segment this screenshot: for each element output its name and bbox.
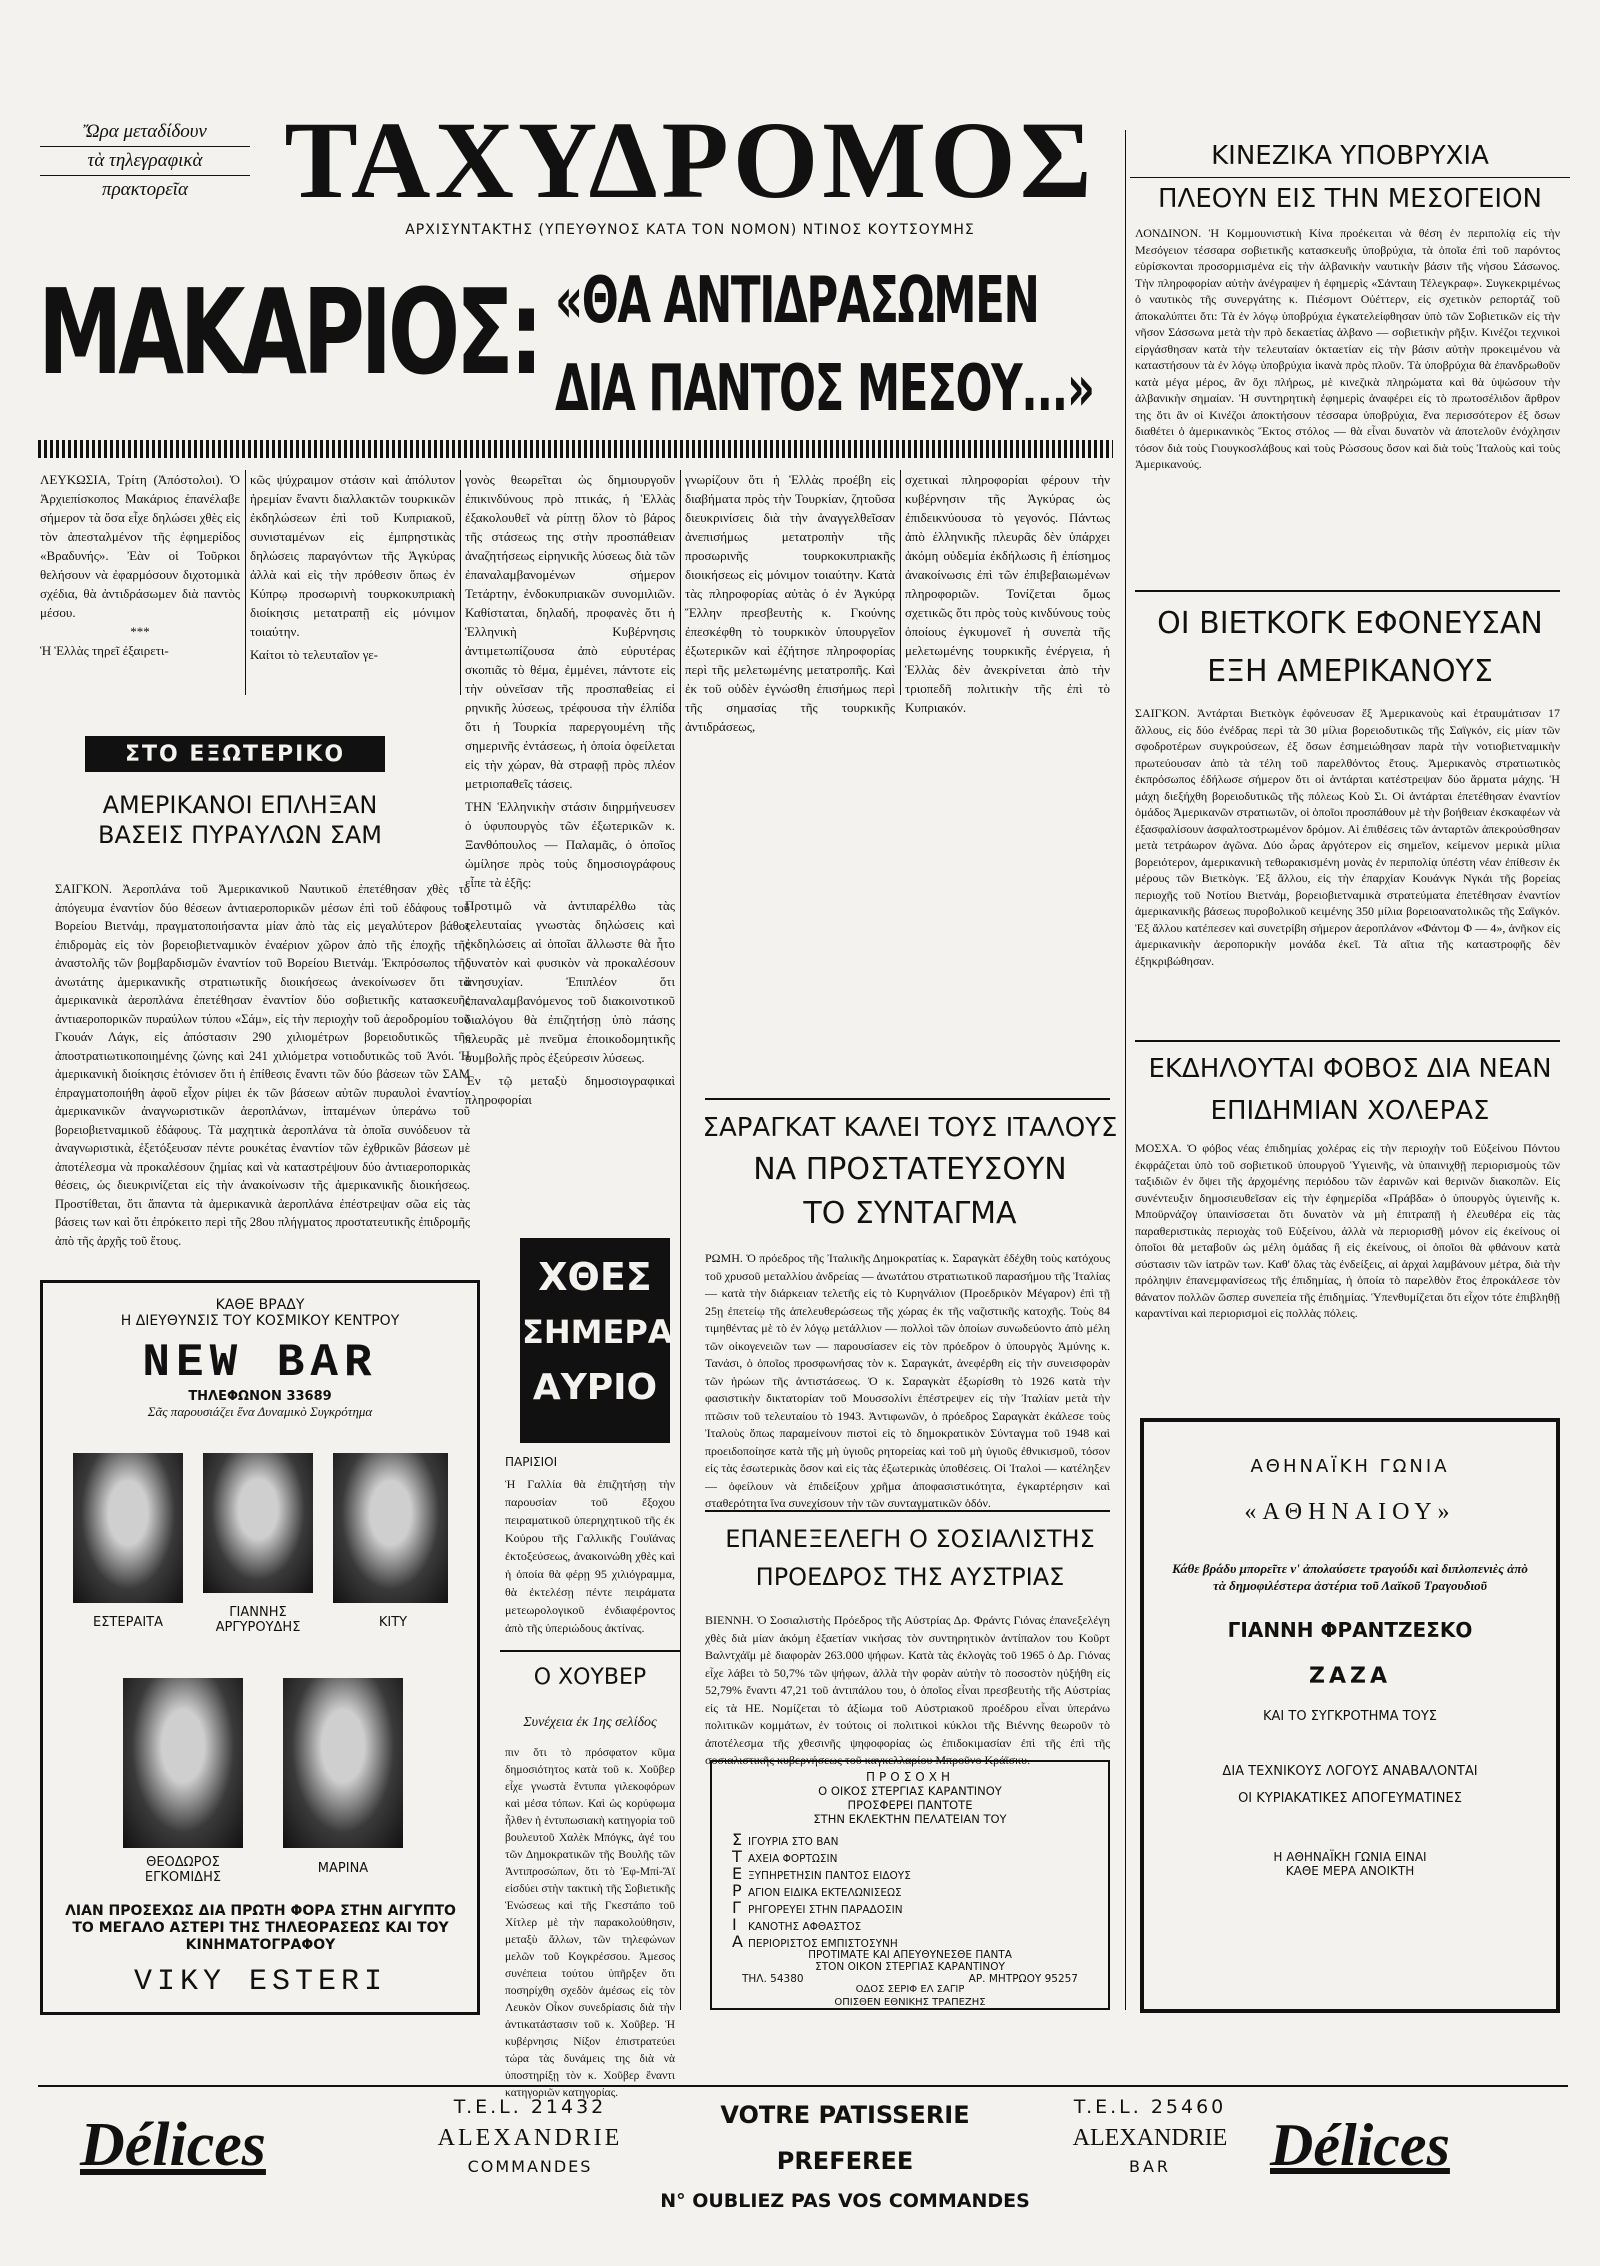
xouver-cont: Συνέχεια ἐκ 1ης σελίδος <box>523 1715 657 1730</box>
delices-center: VOTRE PATISSERIE PREFEREE N° OUBLIEZ PAS VOS COMMANDES <box>660 2101 1030 2212</box>
delices-logo-right: Délices <box>1270 2112 1450 2178</box>
xolera-headline: ΕΚΔΗΛΟΥΤΑΙ ΦΟΒΟΣ ΔΙΑ ΝΕΑΝ ΕΠΙΔΗΜΙΑΝ ΧΟΛΕΡΑΣ <box>1148 1054 1552 1126</box>
delices-logo-left: Délices <box>80 2111 266 2179</box>
newbar-star: VIKY ESTERI <box>133 1965 388 1999</box>
divider <box>705 1510 1110 1512</box>
acrostic-item: ΑΠΕΡΙΟΡΙΣΤΟΣ ΕΜΠΙΣΤΟΣΥΝΗ <box>732 1932 898 1951</box>
divider <box>1135 1040 1560 1042</box>
divider <box>1135 590 1560 592</box>
xthes-dateline: ΠΑΡΙΣΙΟΙ <box>505 1455 558 1469</box>
athinaiou-ad: ΑΘΗΝΑΪΚΗ ΓΩΝΙΑ «ΑΘΗΝΑΙΟΥ» Κάθε βράδυ μπορεῖτε ν' ἀπολαύσετε τραγούδι καὶ διπλοπενιὲς ἀπὸ τὰ δημοφιλέστερα ἀστέρια τοῦ Λαϊκοῦ Τραγουδιοῦ ΓΙΑΝΝΗ ΦΡΑΝΤΖΕΣΚΟ ΖΑΖΑ ΚΑΙ ΤΟ ΣΥΓΚΡΟΤΗΜΑ ΤΟΥΣ ΔΙΑ ΤΕΧΝΙΚΟΥΣ ΛΟΓΟΥΣ ΑΝΑΒΑΛΟΝΤΑΙ ΟΙ ΚΥΡΙΑΚΑΤΙΚΕΣ ΑΠΟΓΕΥΜΑΤΙΝΕΣ Η ΑΘΗΝΑΪΚΗ ΓΩΝΙΑ ΕΙΝΑΙ ΚΑΘΕ ΜΕΡΑ ΑΝΟΙΚΤΗ <box>1140 1418 1560 2013</box>
lead-column-5: σχετικαὶ πληροφορίαι φέρουν τὴν κυβέρνησιν τῆς Ἀγκύρας ὡς ἐπιδεικνύουσα τὸ γεγονός. Πάντως ἀπὸ ἑλληνικῆς πλευρᾶς δὲν ὑπάρχει ἀκόμη οὐδεμία ἐκδήλωσις ἢ ἐπίσημος ἀνακοίνωσις ἐπὶ τῶν ἐπιβεβαιωμένων πληροφοριῶν. Τονίζεται ὅμως σχετικῶς ὅτι πρὸς τοὺς κινδύνους τοὺς ὁποίους ἐγκυμονεῖ ἡ συνεπὰ τῆς μελετωμένης τουρκικῆς ἐνέργεια, ἡ Ἑλλὰς δὲν ἀνεκρίνεται ἀπὸ τὴν τριοπεδῆ πολιτικὴν τῆς ἐπὶ τὸ Κυπριακόν. <box>905 472 1110 715</box>
acrostic-item: ΣΙΓΟΥΡΙΑ ΣΤΟ ΒΑΝ <box>732 1830 839 1849</box>
newspaper-title: ΤΑΧΥΔΡΟΜΟΣ <box>284 99 1096 221</box>
column-divider <box>1125 130 1126 2010</box>
austria-body: ΒΙΕΝΝΗ. Ὁ Σοσιαλιστὴς Πρόεδρος τῆς Αὐστρίας Δρ. Φράντς Γιόνας ἐπανεξελέγη χθὲς διὰ μίαν ἀκόμη ἑξαετίαν νικήσας τὸν συντηρητικὸν ἀντίπαλον του Κοῦρτ Βαλντχάϊμ μὲ διαφορὰν 263.000 ψήφων. Κατὰ τὰς ἐκλογὰς τοῦ 1965 ὁ Δρ. Γιόνας εἶχε λάβει τὸ 50,7% τῶν ψήφων, ἀλλὰ τὴν φορὰν αὐτὴν τὸ ποσοστὸν ηὐξήθη εἰς 52,79% ἔναντι 47,21 τοῦ ἀντιπάλου του, ὁ ὁποῖος εἶναι πρεσβευτὴς τῆς Αὐστρίας εἰς τὰ ΗΕ. Νομίζεται τὸ ἀξίωμα τοῦ Αὐστριακοῦ προέδρου εἶναι ὑπεράνω πολιτικῶν κομμάτων, ἐν τούτοις οἱ πολιτικοὶ κύκλοι τῆς Βιέννης θεωροῦν τὸ ἀποτέλεσμα τῆς χθεσινῆς ψηφοφορίας ὡς ἐπιδοκιμασίαν ἐπὶ τῆς ἐπὶ τῆς σοσιαλιστικῆς κυβερνήσεως τοῦ καγκελλαρίου Μπροῦνο Κράϊσκυ. <box>705 1613 1110 1767</box>
delices-left-info: T.E.L. 21432 ALEXANDRIE COMMANDES <box>437 2096 623 2176</box>
tagline-line: Ὤρα μεταδίδουν <box>83 121 207 142</box>
newbar-ad: ΚΑΘΕ ΒΡΑΔΥ Η ΔΙΕΥΘΥΝΣΙΣ ΤΟΥ ΚΟΣΜΙΚΟΥ ΚΕΝΤΡΟΥ NEW BAR ΤΗΛΕΦΩΝΟΝ 33689 Σᾶς παρουσιάζει ἕνα Δυναμικὸ Συγκρότημα ΕΣΤΕΡΑΙΤΑ ΓΙΑΝΝΗΣ ΑΡΓΥΡΟΥΔΗΣ ΚΙΤΥ ΘΕΟΔΩΡΟΣ ΕΓΚΟΜΙΔΗΣ ΜΑΡΙΝΑ ΛΙΑΝ ΠΡΟΣΕΧΩΣ ΔΙΑ ΠΡΩΤΗ ΦΟΡΑ ΣΤΗΝ ΑΙΓΥΠΤΟ ΤΟ ΜΕΓΑΛΟ ΑΣΤΕΡΙ ΤΗΣ ΤΗΛΕΟΡΑΣΕΩΣ ΚΑΙ ΤΟΥ ΚΙΝΗΜΑΤΟΓΡΑΦΟΥ VIKY ESTERI <box>40 1280 480 2015</box>
artist-photo <box>203 1453 313 1593</box>
tagline-line: τὰ τηλεγραφικὰ <box>40 146 250 176</box>
column-divider <box>680 470 681 2010</box>
karantinos-address: ΟΔΟΣ ΣΕΡΙΦ ΕΛ ΣΑΓΙΡ ΟΠΙΣΘΕΝ ΕΘΝΙΚΗΣ ΤΡΑΠΕΖΗΣ <box>834 1984 986 2008</box>
editor-line: ΑΡΧΙΣΥΝΤΑΚΤΗΣ (ΥΠΕΥΘΥΝΟΣ ΚΑΤΑ ΤΟΝ ΝΟΜΟΝ) ΝΤΙΝΟΣ ΚΟΥΤΣΟΥΜΗΣ <box>405 222 975 238</box>
xthes-box: ΧΘΕΣ ΣΗΜΕΡΑ ΑΥΡΙΟ <box>520 1238 670 1443</box>
lead-column-4: γνωρίζουν ὅτι ἡ Ἑλλὰς προέβη εἰς διαβήματα πρὸς τὴν Τουρκίαν, ζητοῦσα διευκρινίσεις διὰ τὴν ἀναγγελθεῖσαν ἀνεπισήμως μετατροπὴν τῆς προσωρινῆς τουρκοκυπριακῆς διοικήσεως εἰς μόνιμον τοιαύτην. Κατὰ τὰς πληροφορίας αὐτὰς ὁ ἐν Ἀγκύρᾳ Ἕλλην πρεσβευτὴς κ. Γκούνης ἐπεσκέφθη τὸ τουρκικὸν ὑπουργεῖον ἐξωτερικῶν καὶ ἐζήτησε πληροφορίας περὶ τῆς μελετωμένης μετατροπῆς. Καὶ ἐκ τοῦ οὐδὲν ἐγνώσθη ἐπισήμως περὶ τῆς σημασίας τῆς τουρκικῆς ἀντιδράσεως, <box>685 472 895 734</box>
artist-photo <box>123 1678 243 1848</box>
lead-name: ΜΑΚΑΡΙΟΣ: <box>38 263 540 401</box>
karantinos-ad: ΠΡΟΣΟΧΗ Ο ΟΙΚΟΣ ΣΤΕΡΓΙΑΣ ΚΑΡΑΝΤΙΝΟΥ ΠΡΟΣΦΕΡΕΙ ΠΑΝΤΟΤΕ ΣΤΗΝ ΕΚΛΕΚΤΗΝ ΠΕΛΑΤΕΙΑΝ ΤΟΥ ΣΙΓΟΥΡΙΑ ΣΤΟ ΒΑΝ ΤΑΧΕΙΑ ΦΟΡΤΩΣΙΝ ΕΞΥΠΗΡΕΤΗΣΙΝ ΠΑΝΤΟΣ ΕΙΔΟΥΣ ΡΑΓΙΟΝ ΕΙΔΙΚΑ ΕΚΤΕΛΩΝΙΣΕΩΣ ΓΡΗΓΟΡΕΥΕΙ ΣΤΗΝ ΠΑΡΑΔΟΣΙΝ Ι ΚΑΝΟΤΗΣ ΑΦΘΑΣΤΟΣ ΑΠΕΡΙΟΡΙΣΤΟΣ ΕΜΠΙΣΤΟΣΥΝΗ ΠΡΟΤΙΜΑΤΕ ΚΑΙ ΑΠΕΥΘΥΝΕΣΘΕ ΠΑΝΤΑ ΣΤΟΝ ΟΙΚΟΝ ΣΤΕΡΓΙΑΣ ΚΑΡΑΝΤΙΝΟΥ ΤΗΛ. 54380 ΑΡ. ΜΗΤΡΩΟΥ 95257 <box>710 1760 1110 2010</box>
kinezika-body: ΛΟΝΔΙΝΟΝ. Ἡ Κομμουνιστικὴ Κίνα προέκειται νὰ θέση ἐν περιπολίᾳ εἰς τὴν Μεσόγειον τέσσαρα σοβιετικῆς κατασκευῆς ὑποβρύχια, τὰ ὁποῖα ἐπὶ τοῦ παρόντος εὑρίσκονται προσορμισμένα εἰς τὴν ἀλβανικὴν ναυτικὴν βάσιν τῆς νήσου Σάσωνος. Τὴν πληροφορίαν αὐτὴν ἀνέγραψεν ἡ ἐφημερὶς «Σάνταιη Τέλεγκραφ». Συγκεκριμένως ὁ ναυτικὸς τῆς συνεργάτης κ. Πιέσμοντ Οὐέττερν, εἰς σχετικὸν ρεπορτάζ τοῦ ἀποκαλύπτει ὅτι: Τὰ ἐν λόγῳ ὑποβρύχια ἐγκατελείφθησαν ὑπὸ τῶν Σοβιετικῶν εἰς τὴν νῆσον Σάσσωνα μετὰ τὴν πρὸ δεκαετίας ἀλβανο — σοβιετικὴν ρῆξιν. Κινέζοι τεχνικοὶ εἰργάσθησαν κατὰ τὴν τελευταίαν ὀκταετίαν εἰς τὴν βάσιν αὐτὴν προκειμένου νὰ καταστήσουν τὰ ἐν λόγῳ ὑποβρύχια ἱκανὰ πρὸς πλοῦν. Τὰ ὑποβρύχια θὰ ἐπανδρωθοῦν κατὰ μέγα μέρος, ἂν ὄχι πλήρως, μὲ κινεζικὰ πληρώματα καὶ θὰ ὑψώσουν τὴν ἀλβανικὴν σημαίαν. Ἡ συντηρητικὴ ἐφημερὶς ἀναφέρει εἰς τὸ πρωτοσέλιδον ἄρθρον της ὅτι ἂν οἱ Κινέζοι ἀποκτήσουν τέσσαρα ὑποβρύχια, ἕνα περισσότερον ἐξ ὅσων διαθέτει ὁ ἀμερικανικὸς Ἕκτος στόλος — θὰ εἶναι δυνατὸν νὰ ἀποτελοῦν ἐνόχλησιν τόσον διὰ τοὺς Γιουγκοσλάβους καὶ τοὺς Ρώσσους ὅσον καὶ διὰ τοὺς Ἰταλοὺς καὶ τοὺς Ἀμερικανούς. <box>1135 226 1560 471</box>
newbar-name: NEW BAR <box>142 1337 378 1389</box>
xouver-head: Ο ΧΟΥΒΕΡ <box>533 1665 647 1690</box>
divider <box>500 1650 680 1652</box>
acrostic-item: ΓΡΗΓΟΡΕΥΕΙ ΣΤΗΝ ΠΑΡΑΔΟΣΙΝ <box>732 1898 903 1917</box>
esoteriko-headline: ΑΜΕΡΙΚΑΝΟΙ ΕΠΛΗΞΑΝ ΒΑΣΕΙΣ ΠΥΡΑΥΛΩΝ ΣΑΜ <box>98 791 382 849</box>
acrostic-item: ΡΑΓΙΟΝ ΕΙΔΙΚΑ ΕΚΤΕΛΩΝΙΣΕΩΣ <box>732 1881 902 1900</box>
xolera-body: ΜΟΣΧΑ. Ὁ φόβος νέας ἐπιδημίας χολέρας εἰς τὴν περιοχὴν τοῦ Εὐξείνου Πόντου ἐκφράζεται ὑπὸ τοῦ σοβιετικοῦ ὑπουργοῦ Ὑγιεινῆς, νὰ ὑπαινιχθῇ περιορισμοὺς τῶν ταξιδιῶν ἐν ὄψει τῆς ἀρχομένης περιόδου τῶν ἐαρινῶν καὶ θερινῶν διακοπῶν. Εἰς συνέντευξιν δημοσιευθεῖσαν εἰς τὴν ἐφημερίδα «Πράβδα» ὁ ὑπουργὸς ὑγιεινῆς κ. Μποϋρνάζογ ὑπαινίσσεται ὅτι δυνατὸν νὰ μὴ ἐπιτραπῇ ἡ ἐλευθέρα εἰς τὰς παραθεριστικὰς περιοχὰς τοῦ Εὐξείνου, ἀλλὰ νὰ περιορισθῇ μόνον εἰς ἐκείνους οἱ ὁποῖοι θὰ μεταβοῦν ὡς μέλη ὁμάδας ἢ εἰς ἐκείνους, οἱ ὁποῖοι θὰ φθάνουν κατὰ σύστασιν τῶν ἰατρῶν των. Καθ' ὅλας τὰς ἐνδείξεις, αἱ ἀρχαὶ λαμβάνουν μέτρα, διὰ τὴν πρόληψιν ἐπανεμφανίσεως τῆς ἐπιδημίας, ἡ ὁποία τὸ παρελθὸν ἔτος ἐπροκάλεσε τὸν θάνατον πολλῶν ὥσπερ συνεπεία τῆς ἐπιδημίας. Ὑπενθυμίζεται ὅτι εἶχον τότε ἐπιβληθῇ καραντίναι καὶ περιορισμοὶ εἰς πολλὰς πόλεις. <box>1135 1141 1560 1320</box>
tagline-line: πρακτορεῖα <box>102 179 188 200</box>
column-divider <box>245 470 246 695</box>
artist-photo <box>333 1453 448 1603</box>
lead-column-2: κῶς ψύχραιμον στάσιν καὶ ἀπόλυτον ἠρεμίαν ἔναντι διαλλακτῶν τουρκικῶν ἐκδηλώσεων ἐπὶ τοῦ Κυπριακοῦ, συνισταμένων εἰς ἐμπρηστικὰς δηλώσεις παραγόντων τῆς Ἀγκύρας ἀλλὰ καὶ εἰς τὴν πρόθεσιν ὅπως ἐν Κύπρῳ προσωρινὴ τουρκοκυπριακὴ διοίκησις μετατραπῇ εἰς μόνιμον τοιαύτην. Καίτοι τὸ τελευταῖον γε- <box>250 472 455 662</box>
acrostic-item: ΕΞΥΠΗΡΕΤΗΣΙΝ ΠΑΝΤΟΣ ΕΙΔΟΥΣ <box>732 1864 911 1883</box>
saragat-body: ΡΩΜΗ. Ὁ πρόεδρος τῆς Ἰταλικῆς Δημοκρατίας κ. Σαραγκὰτ ἐδέχθη τοὺς κατόχους τοῦ χρυσοῦ μεταλλίου ἀνδρείας — ἀνωτάτου στρατιωτικοῦ παρασήμου τῆς Ἰταλίας — κατὰ τὴν διάρκειαν τελετῆς εἰς τὸ Κυρηνάλιον (Προεδρικὸν Μέγαρον) ἐπὶ τῇ 25ῃ ἐπετείῳ τῆς ἀπελευθερώσεως τῆς χώρας ἐκ τῆς ναζιστικῆς κατοχῆς. Τοὺς 84 τιμηθέντας μὲ τὸ ἐν λόγῳ μετάλλιον — πολλοὶ τῶν ὁποίων συνωδεύοντο ἀπὸ μέλη τῶν οἰκογενειῶν των — παρουσίασεν εἰς τὸν πρόεδρον ὁ ὑπουργὸς Ἀμύνης κ. Τανάσι, ὁ ὁποῖος προσφωνήσας τὸν κ. Σαραγκάτ, ἀνεφέρθη εἰς τὴν συνεισφορὰν τῶν ἡρώων τῆς ἀντιστάσεως. Ὁ κ. Σαραγκὰτ ἐξωρίσθη τὸ 1926 κατὰ τὴν φασιστικὴν δικτατορίαν τοῦ Μουσσολίνι ἐπέστρεψεν εἰς τὴν Ἰταλίαν μετὰ τὴν πτῶσιν τοῦ τελευταίου τὸ 1943. Ἀντιφωνῶν, ὁ πρόεδρος Σαραγκὰτ ἐκάλεσε τοὺς Ἰταλοὺς ὅπως παραμείνουν πιστοὶ εἰς τὸ δημοκρατικὸν Σύνταγμα τοῦ 1948 καὶ προειδοποίησε κατὰ τῆς μὴ ὑγιοῦς ρητορείας καὶ τοῦ μὴ ὑγιοῦς ἐθνικισμοῦ, τόσον εἰς τὰς ἐσωτερικὰς ὅσον καὶ εἰς τὰς ἐξωτερικὰς ὑποθέσεις. Οἱ Ἰταλοὶ — κατέληξεν — ὀφείλουν νὰ ἐπιδείξουν χρῆμα ἀποφασιστικότητα, ἐγκαρτέρησιν καὶ σταθερότητα ἵνα συνεχίσουν τὴν τῶν συνταγματικῶν ὁδόν. <box>705 1251 1110 1510</box>
asterisks: *** <box>130 624 150 639</box>
lead-column-1: ΛΕΥΚΩΣΙΑ, Τρίτη (Ἀπόστολοι). Ὁ Ἀρχιεπίσκοπος Μακάριος ἐπανέλαβε σήμερον τὰ ὅσα εἶχε δηλώσει χθὲς εἰς τὸν ἀπεσταλμένον τῆς ἐφημερίδος «Βραδυνής». Ἐὰν οἱ Τοῦρκοι θελήσουν νὰ ἐφαρμόσουν διχοτομικὰ σχέδια, θὰ ἀντιδράσωμεν διὰ παντὸς μέσου. *** Ἡ Ἑλλὰς τηρεῖ ἐξαιρετι- <box>40 472 240 658</box>
column-divider <box>900 470 901 695</box>
column-divider <box>460 470 461 695</box>
delices-right-info: T.E.L. 25460 ALEXANDRIE BAR <box>1072 2096 1228 2176</box>
saragat-headline: ΣΑΡΑΓΚΑΤ ΚΑΛΕΙ ΤΟΥΣ ΙΤΑΛΟΥΣ ΝΑ ΠΡΟΣΤΑΤΕΥΣΟΥΝ ΤΟ ΣΥΝΤΑΓΜΑ <box>702 1113 1118 1231</box>
artist-photo <box>283 1678 403 1848</box>
vietkong-body: ΣΑΙΓΚΟΝ. Ἀντάρται Βιετκὸγκ ἐφόνευσαν ἕξ Ἀμερικανοὺς καὶ ἐτραυμάτισαν 17 ἄλλους, εἰς δύο ἐνέδρας περὶ τὰ 30 μίλια βορειοδυτικῶς τῆς Σαϊγκόν, εἰς μίαν τῶν σφοδροτέρων συγκρούσεων, ἐξ ὅσων ἐσημειώθησαν παρὰ τὴν νοτιοβιετναμικὴν πρωτεύουσαν ἀπὸ τὰ τέλη τοῦ παρελθόντος ἔτους. Ἀμερικανὸς στρατιωτικὸς ἐκπρόσωπος ἐδήλωσε σήμερον ὅτι οἱ ἀντάρται κατέστρεψαν δύο ἅρματα μάχης. Ἡ μάχη διεξήχθη βορειοδυτικῶς τῆς πόλεως Κοὺ Σι. Οἱ ἀντάρται ἐπετέθησαν ἐναντίον ὁμάδος Ἀμερικανῶν στρατιωτῶν, οἱ ὁποῖοι προσπάθουν μὲ τὴν βοήθειαν ἐκσκαφέων νὰ ἐξασφαλίσουν ἀσφαλτοστρωμένον δρόμον. Αἱ ἐπιθέσεις τῶν ἀνταρτῶν ἀπεκρούσθησαν μετὰ τετράωρον ἀγῶνα. Δύο ὧρας ἀργότερον εἰς σημεῖον, κείμενον μερικὰ μίλια βορειότερον, ἀμερικανικὴ τεθωρακισμένη μονὰς ἐν περιπολίᾳ ὑπέστη νέαν ἐπίθεσιν ἐκ μέρους τῶν Βιετκὸγκ. Ἐξ ἄλλου, εἰς τὴν ἐπαρχίαν Κουάνγκ Νγκάι τῆς βορείας περιοχῆς τοῦ Νοτίου Βιετνάμ, βορειοβιετναμικὰ στρατεύματα ἐπετέθησαν ἐναντίον ἀμερικανικῆς βάσεως πυροβολικοῦ κειμένης 350 μίλια βορειοανατολικῶς τῆς Σαϊγκόν. Ἐξ ἄλλου κατέπεσεν καὶ συνετρίβη σήμερον ἀεροπλάνον «Φάντομ Φ — 4», ἀνῆκον εἰς ἀμερικανικὴν ἀεροπορικὴν μονάδα ἐκεῖ. Τὰ αἴτια τῆς καταστροφῆς δὲν ἐξηκριβώθησαν. <box>1135 706 1560 968</box>
lead-quote: «ΘΑ ΑΝΤΙΔΡΑΣΩΜΕΝ ΔΙΑ ΠΑΝΤΟΣ ΜΕΣΟΥ...» <box>555 264 1094 426</box>
esoteriko-body: ΣΑΙΓΚΟΝ. Ἀεροπλάνα τοῦ Ἀμερικανικοῦ Ναυτικοῦ ἐπετέθησαν χθὲς τὸ ἀπόγευμα ἐναντίον δύο θέσεων ἀντιαεροπορικῶν μέσων ἐπὶ τοῦ ἐδάφους τοῦ Βορείου Βιετνάμ, πραγματοποιήσαντα μίαν ἀπὸ τὰς εἰς μεγαλύτερον βάθος ἐπιδρομὰς εἰς τὸν βορειοβιετναμικὸν ἐναέριον χῶρον ἀπὸ τῆς ἐποχῆς τῆς ἀναστολῆς τῶν βομβαρδισμῶν ἐναντίον τοῦ Βορείου Βιετνάμ. Ἐκπρόσωπος τῆς ἀνωτάτης ἀμερικανικῆς στρατιωτικῆς διοικήσεως ἀνεκοίνωσεν ὅτι τὰ ἀμερικανικὰ ἀεροπλάνα ἐπετέθησαν ἐναντίον δύο σοβιετικῆς κατασκευῆς ἀντιαεροπορικῶν πυραύλων τύπου «Σάμ», εἰς τὴν περιοχὴν τοῦ ἀεροδρομίου τοῦ Γκουάν Λάγκ, εἰς ἀπόστασιν 290 χιλιομέτρων βορειοδυτικῶς τῆς ἀποστρατιωτικοποιημένης ζώνης καὶ 241 χιλιόμετρα νοτιοδυτικῶς τοῦ Ἀνόι. Ἡ ἀμερικανικὴ διοίκησις ἐτόνισεν ὅτι ἡ ἐπίθεσις ἔναντι τῶν δύο βάσεων τῶν ΣΑΜ ἐπραγματοποιήθη ἀφοῦ εἶχον ρίψει ἐκ τῶν βάσεων αὐτῶν πυραυλοὶ ἐναντίον ἀμερικανικῶν ἀναγνωριστικῶν ἀεροπλάνων, ἱπταμένων ὑπεράνω τοῦ βορειοβιετναμικοῦ ἐδάφους. Τὰ μαχητικὰ ἀεροπλάνα τὰ ὁποῖα συνόδευον τὰ ἀναγνωριστικὰ, ἐξετόξευσαν πέντε ρουκέτας ἐναντίον τῶν ἐχθρικῶν βάσεων μὲ ἀποτέλεσμα νὰ προκαλέσουν ζημίας καὶ νὰ καταστρέψουν δύο ἀντιαεροπορικὰς θέσεις, ὡς διευκρινίζεται εἰς τὴν ἀνακοίνωσιν τῆς ἀμερικανικῆς διοικήσεως. Προστίθεται, ὅτι ἅπαντα τὰ ἀμερικανικὰ ἀεροπλάνα ἐπέστρεψαν σῶα εἰς τὰς βάσεις των καὶ ὅτι ἐπρόκειτο περὶ τῆς 28ου πλήγματος προστατευτικῆς ἐπιδρομῆς ἀπὸ τῆς ἀρχῆς τοῦ ἔτους. <box>55 882 470 1248</box>
divider <box>705 1098 1110 1100</box>
vietkong-headline: ΟΙ ΒΙΕΤΚΟΓΚ ΕΦΟΝΕΥΣΑΝ ΕΞΗ ΑΜΕΡΙΚΑΝΟΥΣ <box>1157 606 1543 689</box>
lead-hatch-rule <box>38 440 1113 458</box>
kinezika-headline: ΚΙΝΕΖΙΚΑ ΥΠΟΒΡΥΧΙΑ ΠΛΕΟΥΝ ΕΙΣ ΤΗΝ ΜΕΣΟΓΕΙΟΝ <box>1130 135 1570 220</box>
tagline <box>40 118 250 204</box>
acrostic-item: ΤΑΧΕΙΑ ΦΟΡΤΩΣΙΝ <box>732 1847 838 1866</box>
artist-photo <box>73 1453 183 1603</box>
section-banner: ΣΤΟ ΕΞΩΤΕΡΙΚΟ <box>85 736 385 772</box>
xthes-body: Ἡ Γαλλία θὰ ἐπιζητήσῃ τὴν παρουσίαν τοῦ ἔξοχου πειραματικοῦ ὑπερηχητικοῦ τῆς ἐκ Κούρου τῆς Γαλλικῆς Γουϊάνας ἐκτοξεύσεως, ἀνακοινώθη χθὲς καὶ ἡ ὁποία θὰ φέρῃ 95 χιλιόγραμμα, θὰ ἐκτελέσῃ πέντε πειράματα μετεωρολογικοῦ ἐνδιαφέροντος ἀπὸ τῆς ὑπεριώδους ἀκτίνας. <box>505 1477 675 1635</box>
acrostic-item: Ι ΚΑΝΟΤΗΣ ΑΦΘΑΣΤΟΣ <box>732 1915 862 1934</box>
xouver-body: πιν ὅτι τὸ πρόσφατον κῦμα δημοσιότητος κατὰ τοῦ κ. Χοῦβερ εἶχε γνωστὰ ἔντυπα γιλεκοφόρων καὶ μέσα τόπων. Καὶ ὡς κορύφωμα ἦλθεν ἡ ἐντυπωσιακὴ κατηγορία τοῦ βουλευτοῦ Χαλὲκ Μπόγκς, ἀγέ του τῶν Δημοκρατικῶν τῆς Βουλῆς τῶν Ἀντιπροσώπων, ὅτι τὸ Ἐφ-Μπί-Ἄϊ εἰσδύει στὴν τακτικὴ τῆς Σοβιετικῆς Ἑνώσεως καὶ τῆς Γκεστάπο τοῦ Χίτλερ μὲ τὴν παρακολούθησιν, μεταξὺ ἄλλων, τῶν τηλεφώνων μελῶν τοῦ Κογκρέσσου. Ἀμεσος συνέπεια τούτου ὑπῆρξεν ὅτι ποσηρίχθη σχεδὸν ἀμέσως εἰς τὸν Λευκὸν Οἶκον συνεδρίασις διὰ τὴν ἀντικατάστασιν τοῦ κ. Χοῦβερ. Ἡ κυβέρνησις Νίξον ἐπιστρατεύει τώρα τὰς δυνάμεις της διὰ νὰ ὑποστηρίξῃ τὸν κ. Χοῦβερ ἔναντι κατηγοριῶν κατηγορίας. <box>505 1747 675 2099</box>
acrostic-list <box>732 1830 1108 1949</box>
austria-headline: ΕΠΑΝΕΞΕΛΕΓΗ Ο ΣΟΣΙΑΛΙΣΤΗΣ ΠΡΟΕΔΡΟΣ ΤΗΣ ΑΥΣΤΡΙΑΣ <box>725 1525 1095 1591</box>
lead-column-3: γονὸς θεωρεῖται ὡς δημιουργοῦν ἐπικινδύνους πρὸ πτικάς, ἡ Ἑλλὰς ἐξακολουθεῖ νὰ ρίπτῃ ὅλον τὸ βάρος τῆς στάσεως της στὴν προσπάθειαν ἀναζητήσεως εἰρηνικῆς λύσεως διὰ τῶν ἐπαναλαμβανομένων σήμερον Τετάρτην, ἐνδοκυπριακῶν συνομιλιῶν. Καθίσταται, δηλαδή, προφανὲς ὅτι ἡ Ἑλληνικὴ Κυβέρνησις ἀντιμετωπίζουσα ἀπὸ εὐρυτέρας σκοπιᾶς τὸ θέμα, ἐμμένει, πάντοτε εἰς τὴν οὐνεῖσαν τῆς προσπαθείας εἰ ρηνικῆς λύσεως, τρέφουσα τὴν ἐλπίδα ὅτι ἡ Τουρκία παρεργουμένη τῆς σημερινῆς ἐντάσεως, ἡ ὁποία ὀφείλεται εἰς τὴν χώραν, θὰ στραφῇ πρὸς πλέον μετριοπαθεῖς τάσεις. ΤΗΝ Ἑλληνικὴν στάσιν διηρμήνευσεν ὁ ὑφυπουργὸς τῶν ἐξωτερικῶν κ. Ξανθόπουλος — Παλαμᾶς, ὁ ὁποῖος ὡμίλησε πρὸς τοὺς δημοσιογράφους εἶπε τὰ ἑξῆς: Προτιμῶ νὰ ἀντιπαρέλθω τὰς τελευταίας γνωστὰς δηλώσεις καὶ ἐκδηλώσεις αἱ ὁποῖαι ἄλλωστε θὰ ἦτο δυνατὸν καὶ φυσικὸν νὰ προκαλέσουν ἀνησυχίαν. Ἐπιπλέον ὅτι ἐπαναλαμβανόμενος τοῦ διακοινοτικοῦ διαλόγου θὰ ἐπιζητήσῃ ὑπὸ πάσης πλευρᾶς μὲ πνεῦμα ἐποικοδομητικῆς συμβολῆς πρὸς ἐξεύρεσιν λύσεως. Ἐν τῷ μεταξὺ δημοσιογραφικαὶ πληροφορίαι <box>465 472 675 1107</box>
